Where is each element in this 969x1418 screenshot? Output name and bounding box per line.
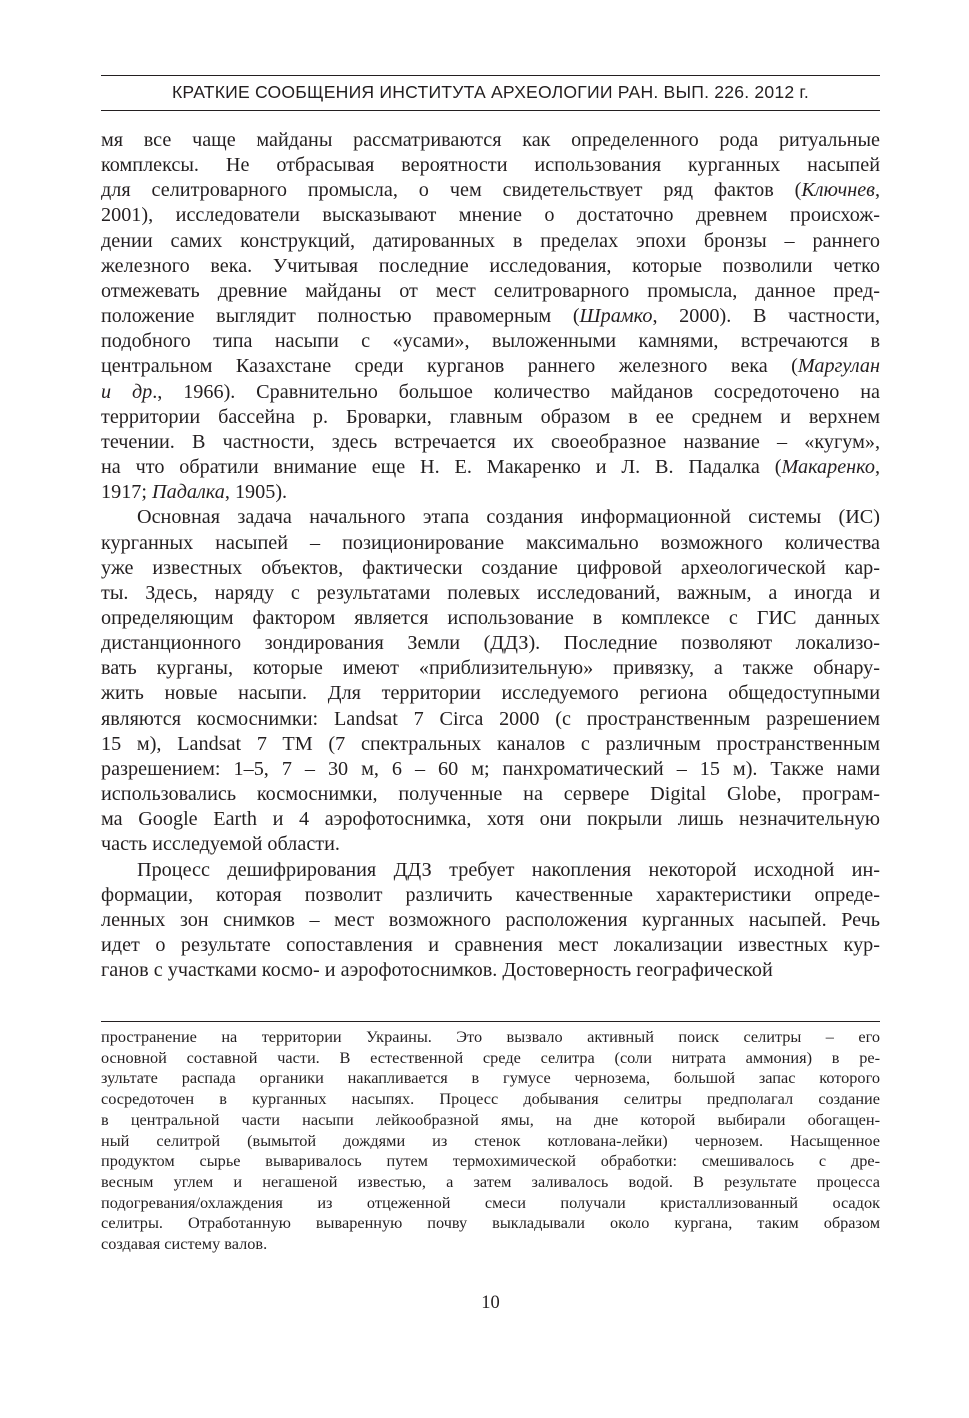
text-line: отмежевать древние майданы от мест селитроварного промысла, данное пред- (101, 279, 880, 302)
text-line: часть исследуемой области. (101, 833, 340, 856)
text-line: Процесс дешифрирования ДДЗ требует накопления некоторой исходной ин- (137, 858, 880, 881)
page-number: 10 (481, 1293, 500, 1313)
text-line: 2001), исследователи высказывают мнение о достаточно древнем происхож- (101, 204, 880, 227)
text-line: для селитроварного промысла, о чем свидетельствует ряд фактов (Ключнев, (101, 179, 880, 202)
text-line: разрешением: 1–5, 7 – 30 м, 6 – 60 м; панхроматический – 15 м). Также нами (101, 757, 880, 780)
text-line: комплексы. Не отбрасывая вероятности использования курганных насыпей (101, 154, 880, 177)
text-line: дистанционного зондирования Земли (ДДЗ). Последние позволяют локализо- (101, 632, 880, 655)
paragraph (101, 505, 880, 857)
footnote-line: подогревания/охлаждения из отцеженной смеси получали кристаллизованный осадок (101, 1192, 880, 1212)
footnote-line: продуктом сырье вываривалось путем термохимической обработки: смешивалось с дре- (101, 1151, 880, 1171)
running-title: КРАТКИЕ СООБЩЕНИЯ ИНСТИТУТА АРХЕОЛОГИИ РАН. ВЫП. 226. 2012 г. (171, 82, 809, 102)
footnote-line: в центральной части насыпи лейкообразной ямы, на дне которой выбирали обогащен- (101, 1109, 880, 1129)
text-line: являются космоснимки: Landsat 7 Circa 2000 (с пространственным разрешением (101, 707, 880, 730)
text-line: 15 м), Landsat 7 TM (7 спектральных каналов с различным пространственным (101, 732, 880, 755)
text-line: ма Google Earth и 4 аэрофотоснимка, хотя они покрыли лишь незначительную (101, 808, 880, 831)
text-line: течении. В частности, здесь встречается их своеобразное название – «кугум», (101, 430, 880, 453)
text-line: подобного типа насыпи с «усами», выложенными камнями, встречаются в (101, 330, 880, 353)
text-line: вать курганы, которые имеют «приблизительную» привязку, а также обнару- (101, 657, 880, 680)
footnote-line: ный селитрой (вымытой дождями из стенок котлована-лейки) чернозем. Насыщенное (101, 1130, 880, 1150)
text-line: определяющим фактором является использование в комплексе с ГИС данных (101, 606, 880, 629)
footnote-line: сосредоточен в курганных насыпях. Процесс добывания селитры предполагал создание (101, 1089, 880, 1109)
text-line: ты. Здесь, наряду с результатами полевых исследований, важным, а иногда и (101, 581, 880, 604)
text-line: жить новые насыпи. Для территории исследуемого региона общедоступными (101, 682, 880, 705)
footnote-line: основной составной части. В естественной среде селитра (соли нитрата аммония) в ре- (101, 1047, 880, 1067)
footnote-line: создавая систему валов. (101, 1234, 268, 1254)
footnote-rule (101, 1021, 880, 1022)
header-bottom-rule (101, 110, 880, 111)
text-line: мя все чаще майданы рассматриваются как определенного рода ритуальные (101, 129, 880, 151)
text-line: идет о результате сопоставления и сравнения мест локализации известных кур- (101, 934, 880, 956)
text-line: дении самих конструкций, датированных в пределах эпохи бронзы – раннего (101, 229, 880, 252)
header-top-rule (101, 75, 880, 76)
text-line: и др., 1966). Сравнительно большое количество майданов сосредоточено на (101, 380, 880, 403)
footnote (101, 1027, 880, 1255)
text-line: центральном Казахстане среди курганов раннего железного века (Маргулан (101, 355, 880, 378)
footnote-line: пространение на территории Украины. Это вызвало активный поиск селитры – его (101, 1027, 880, 1046)
footnote-line: весным углем и негашеной известью, а затем заливалось водой. В результате процесса (101, 1171, 880, 1191)
text-line: железного века. Учитывая последние исследования, которые позволили четко (101, 254, 880, 277)
footnote-line: зультате распада органики накапливается в гумусе чернозема, большой запас которого (101, 1068, 880, 1088)
text-line: использовались космоснимки, полученные на сервере Digital Globe, програм- (101, 783, 880, 806)
footnote-line: селитры. Отработанную вываренную почву выкладывали около кургана, таким образом (101, 1213, 880, 1233)
text-line: формации, которая позволит различить качественные характеристики опреде- (101, 883, 880, 906)
text-line: на что обратили внимание еще Н. Е. Макаренко и Л. В. Падалка (Макаренко, (101, 456, 880, 479)
paragraph (101, 128, 880, 505)
text-line: Основная задача начального этапа создания информационной системы (ИС) (137, 506, 880, 529)
main-text (101, 128, 880, 983)
text-line: курганных насыпей – позиционирование максимально возможного количества (101, 531, 880, 554)
text-line: уже известных объектов, фактически создание цифровой археологической кар- (101, 556, 880, 579)
text-line: ленных зон снимков – мест возможного расположения курганных насыпей. Речь (101, 908, 880, 931)
text-line: ганов с участками космо- и аэрофотоснимков. Достоверность географической (101, 959, 773, 982)
text-line: 1917; Падалка, 1905). (101, 481, 288, 504)
text-line: положение выглядит полностью правомерным (Шрамко, 2000). В частности, (101, 305, 880, 328)
text-line: территории бассейна р. Броварки, главным образом в ее среднем и верхнем (101, 405, 880, 428)
paragraph (101, 858, 880, 984)
